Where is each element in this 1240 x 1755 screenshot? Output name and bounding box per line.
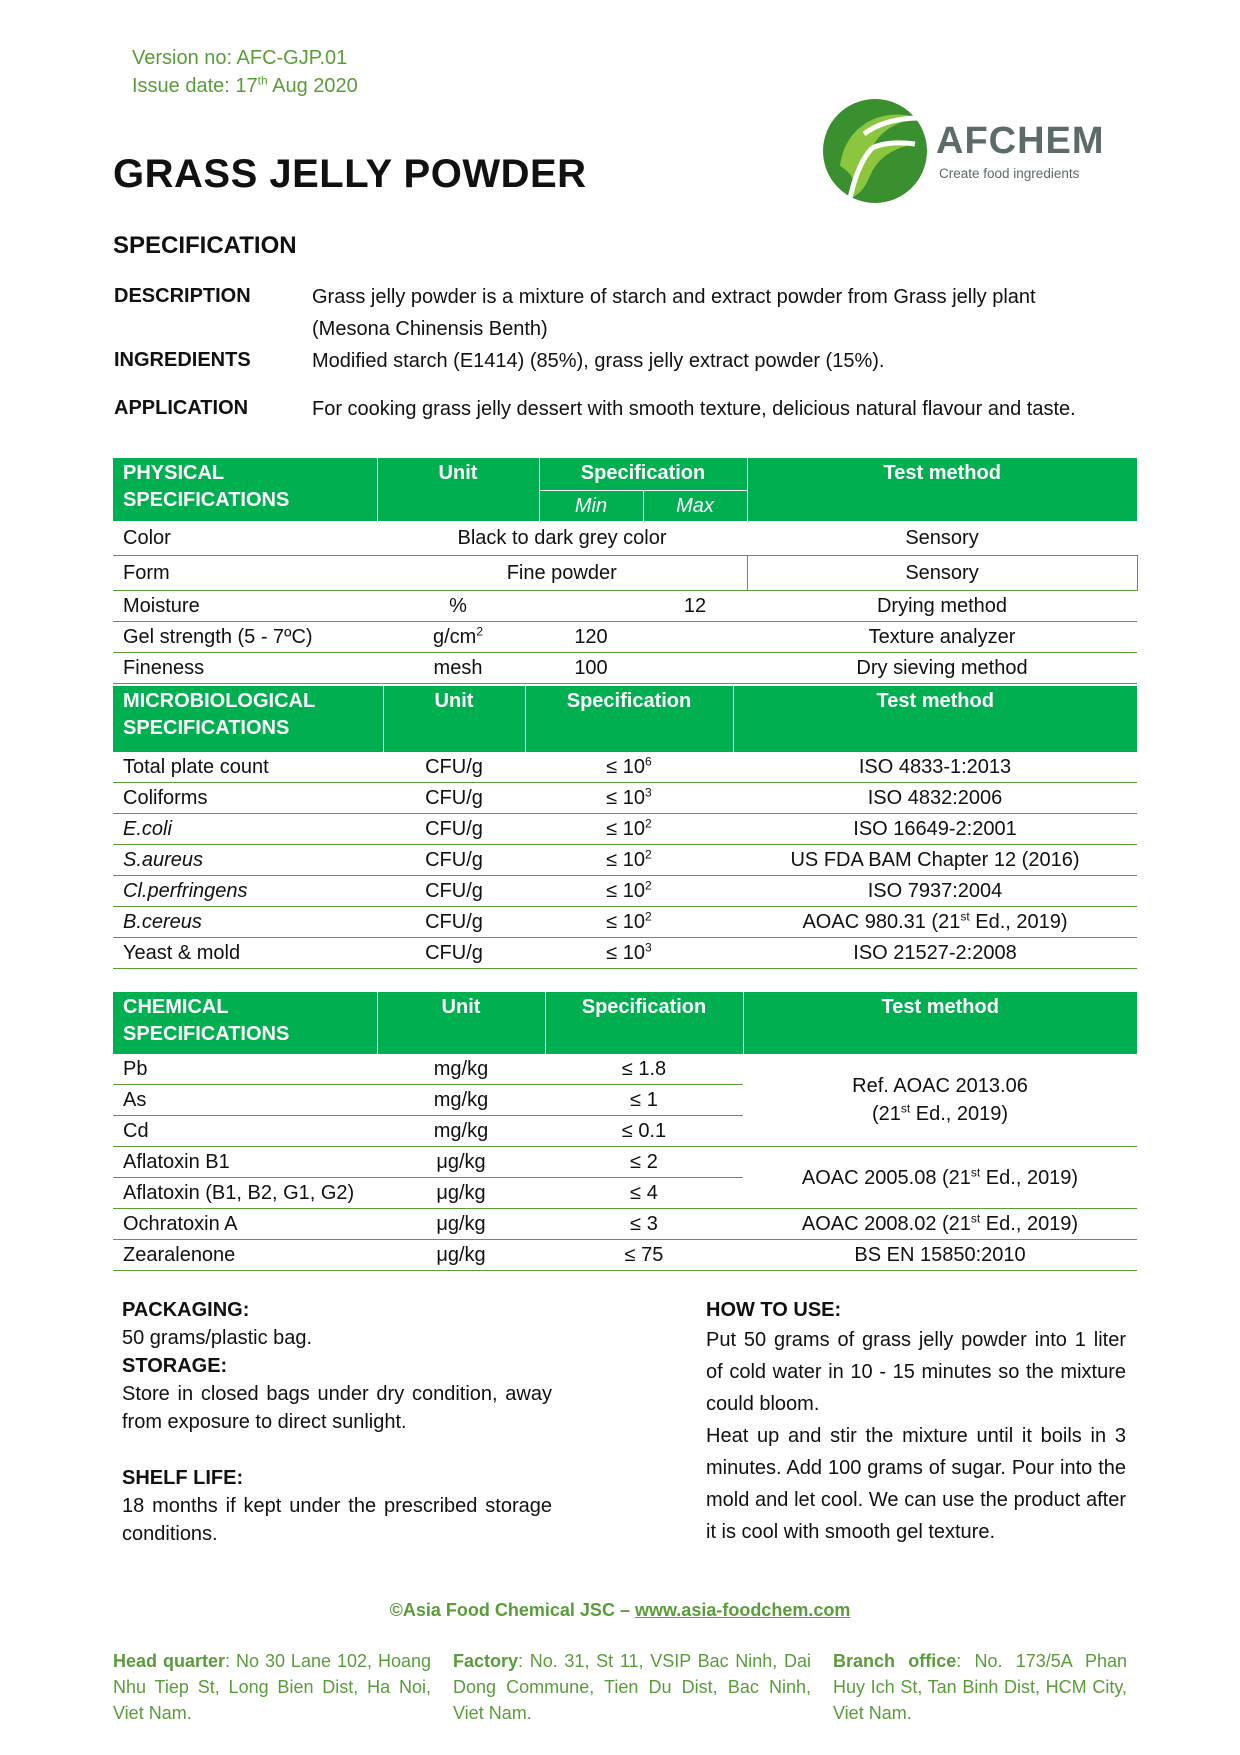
table-row: Moisture % 12 Drying method: [113, 591, 1137, 622]
packaging-text: 50 grams/plastic bag.: [122, 1327, 313, 1349]
how-to-use: [706, 1296, 1126, 1548]
table-row: Yeast & mold CFU/g ≤ $10^3$ ISO 21527-2:2008: [113, 938, 1137, 969]
table-row: B.cereus CFU/g ≤ $10^2$ AOAC 980.31 (21st Ed., 2019): [113, 907, 1137, 938]
how-to-use-label: HOW TO USE:: [706, 1299, 842, 1321]
ingredients-label: INGREDIENTS: [114, 349, 251, 371]
table-row: Cd mg/kg ≤ 0.1: [113, 1116, 1137, 1147]
table-row: S.aureus CFU/g ≤ $10^2$ US FDA BAM Chapter 12 (2016): [113, 845, 1137, 876]
packaging-label: PACKAGING:: [122, 1299, 250, 1321]
logo-tagline: Create food ingredients: [939, 166, 1080, 181]
table-row: Gel strength (5 - 7ºC) $g/cm^2$ 120 Texture analyzer: [113, 622, 1137, 653]
shelf-life-label: SHELF LIFE:: [122, 1467, 244, 1489]
document-meta: [132, 44, 358, 100]
table-row: Pb mg/kg ≤ 1.8 Ref. AOAC 2013.06 (21st Ed., 2019): [113, 1054, 1137, 1085]
table-header: CHEMICAL SPECIFICATIONS Unit Specification Test method: [113, 992, 1137, 1054]
how-to-use-step2: Heat up and stir the mixture until it boils in 3 minutes. Add 100 grams of sugar. Pour into the mold and let cool. We can use the product after it is cool with smooth gel texture.: [706, 1425, 1126, 1543]
table-row: Aflatoxin B1 μg/kg ≤ 2 AOAC 2005.08 (21st Ed., 2019): [113, 1147, 1137, 1178]
physical-spec-table: PHYSICAL SPECIFICATIONS Unit Specification Test method Min Max Color Black to dark grey color Sensory Form Fine powder Sensory Moisture % 12 Drying method Gel strength (5 - 7ºC) $g/cm^2$ 120 Texture analyzer Fineness mesh 100 Dry sieving method: [113, 458, 1138, 684]
table-row: Aflatoxin (B1, B2, G1, G2) μg/kg ≤ 4: [113, 1178, 1137, 1209]
table-header: MICROBIOLOGICAL SPECIFICATIONS Unit Specification Test method: [113, 686, 1137, 752]
heavy-metal-test-method: Ref. AOAC 2013.06 (21st Ed., 2019): [743, 1054, 1137, 1147]
description-label: DESCRIPTION: [114, 285, 251, 307]
version-number: Version no: AFC-GJP.01: [132, 47, 348, 69]
shelf-life-text: 18 months if kept under the prescribed storage conditions.: [122, 1495, 552, 1545]
copyright: ©Asia Food Chemical JSC – www.asia-foodchem.com: [389, 1600, 851, 1620]
application-label: APPLICATION: [114, 397, 249, 419]
microbiological-spec-table: [113, 686, 1137, 969]
website-link[interactable]: www.asia-foodchem.com: [634, 1600, 851, 1620]
table-row: Cl.perfringens CFU/g ≤ $10^2$ ISO 7937:2004: [113, 876, 1137, 907]
table-header: PHYSICAL SPECIFICATIONS Unit Specification Test method: [113, 458, 1137, 491]
table-row: E.coli CFU/g ≤ $10^2$ ISO 16649-2:2001: [113, 814, 1137, 845]
ingredients-text: Modified starch (E1414) (85%), grass jelly extract powder (15%).: [312, 350, 885, 372]
storage-text: Store in closed bags under dry condition, away from exposure to direct sunlight.: [122, 1383, 552, 1433]
branch-office-address: Branch office: No. 173/5A Phan Huy Ich St, Tan Binh Dist, HCM City, Viet Nam.: [833, 1651, 1128, 1723]
description-text: Grass jelly powder is a mixture of starch and extract powder from Grass jelly plant (Mesona Chinensis Benth): [312, 286, 1036, 340]
table-row: Total plate count CFU/g ≤ $10^6$ ISO 4833-1:2013: [113, 752, 1137, 783]
head-quarter-address: Head quarter: No 30 Lane 102, Hoang Nhu Tiep St, Long Bien Dist, Ha Noi, Viet Nam.: [113, 1651, 431, 1723]
chemical-spec-table: [113, 992, 1137, 1271]
table-row: Fineness mesh 100 Dry sieving method: [113, 653, 1137, 684]
afchem-logo: [820, 96, 1120, 206]
logo-name: AFCHEM: [936, 120, 1105, 162]
table-row: As mg/kg ≤ 1: [113, 1085, 1137, 1116]
storage-label: STORAGE:: [122, 1355, 228, 1377]
table-row: Zearalenone μg/kg ≤ 75 BS EN 15850:2010: [113, 1240, 1137, 1271]
how-to-use-step1: Put 50 grams of grass jelly powder into 1 liter of cold water in 10 - 15 minutes so the mixture could bloom.: [706, 1329, 1126, 1415]
application-text: For cooking grass jelly dessert with smooth texture, delicious natural flavour and taste.: [312, 398, 1076, 420]
afchem-leaf-icon: [820, 96, 930, 206]
table-row: Ochratoxin A μg/kg ≤ 3 AOAC 2008.02 (21st Ed., 2019): [113, 1209, 1137, 1240]
storage-notes: [122, 1296, 552, 1548]
table-row: Coliforms CFU/g ≤ $10^3$ ISO 4832:2006: [113, 783, 1137, 814]
table-row: Form Fine powder Sensory: [113, 556, 1137, 591]
table-row: Color Black to dark grey color Sensory: [113, 521, 1137, 556]
section-title: SPECIFICATION: [113, 232, 297, 259]
issue-date: Issue date: 17th Aug 2020: [132, 73, 358, 97]
factory-address: Factory: No. 31, St 11, VSIP Bac Ninh, Dai Dong Commune, Tien Du Dist, Bac Ninh, Viet Nam.: [453, 1651, 811, 1723]
aflatoxin-test-method: AOAC 2005.08 (21st Ed., 2019): [743, 1147, 1137, 1209]
page-title: GRASS JELLY POWDER: [113, 152, 587, 196]
